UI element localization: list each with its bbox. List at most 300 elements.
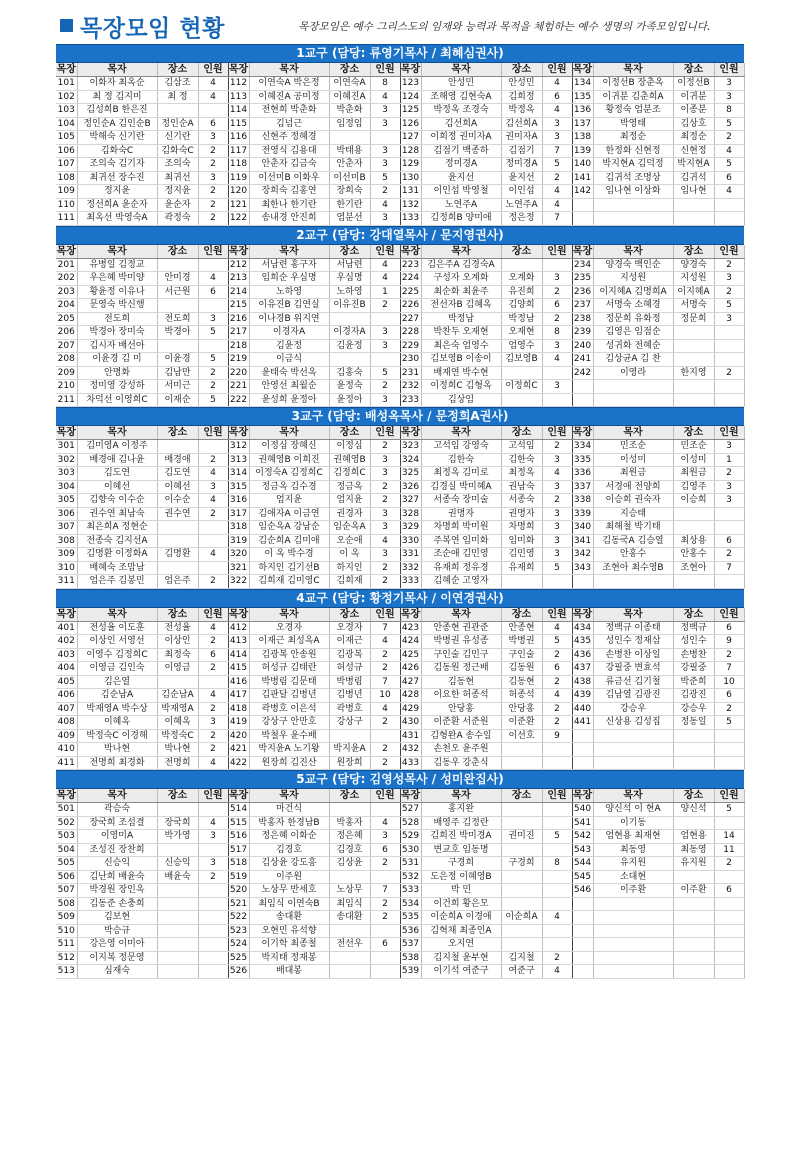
- mokjang-number: 410: [56, 743, 77, 757]
- table-row: [56, 911, 744, 925]
- mokja-name: 이영미A: [77, 830, 157, 844]
- headcount: 4: [198, 272, 228, 286]
- column-header: 목자: [77, 789, 157, 803]
- mokjang-number: 322: [229, 576, 248, 586]
- mokjang-number: 136: [573, 105, 592, 115]
- mokjang-number: [572, 729, 593, 743]
- headcount: 2: [370, 575, 400, 589]
- mokja-name: 정미경A: [421, 158, 501, 172]
- table-row: [56, 393, 744, 407]
- location: 이 옥: [329, 548, 370, 562]
- region-title: 3교구 (담당: 배성옥목사 / 문정희A권사): [56, 407, 744, 426]
- location: 이지혜A: [673, 285, 714, 299]
- headcount: 4: [370, 272, 400, 286]
- headcount: 4: [542, 689, 572, 703]
- mokja-name: 도은정 이혜영B: [421, 870, 501, 884]
- location: [329, 729, 370, 743]
- headcount: 8: [714, 104, 744, 118]
- location: [501, 743, 542, 757]
- headcount: 4: [370, 534, 400, 548]
- location: 이혜선: [157, 480, 198, 494]
- location: 손병찬: [673, 648, 714, 662]
- headcount: [714, 897, 744, 911]
- headcount: [198, 440, 228, 454]
- headcount: 2: [198, 743, 228, 757]
- mokjang-number: 133: [401, 213, 420, 223]
- mokjang-number: 412: [229, 622, 248, 633]
- mokjang-number: 510: [56, 924, 77, 938]
- mokjang-number: 339: [573, 508, 592, 519]
- mokjang-number: 506: [56, 870, 77, 884]
- mokjang-number: 507: [56, 884, 77, 898]
- mokjang-number: 232: [401, 381, 420, 391]
- location: 정미경A: [501, 158, 542, 172]
- mokja-name: 최은숙 엄영수: [421, 339, 501, 353]
- mokja-name: 지성원: [593, 272, 673, 286]
- column-header: 장소: [329, 245, 370, 259]
- mokja-name: 성귀화 전혜순: [593, 339, 673, 353]
- location: 이재순: [157, 393, 198, 407]
- headcount: [542, 575, 572, 589]
- location: 서남련: [329, 258, 370, 272]
- page-subtitle: 목장모임은 예수 그리스도의 임재와 능력과 목적을 체험하는 예수 생명의 가족모임입니다.: [298, 21, 711, 33]
- mokjang-number: 104: [56, 117, 77, 131]
- headcount: 5: [542, 830, 572, 844]
- headcount: 2: [542, 951, 572, 965]
- headcount: [198, 521, 228, 535]
- headcount: 11: [714, 843, 744, 857]
- headcount: 7: [370, 884, 400, 898]
- mokja-name: 박지태 정재봉: [249, 951, 329, 965]
- mokjang-number: 334: [573, 441, 592, 451]
- headcount: [714, 575, 744, 589]
- headcount: 2: [542, 716, 572, 730]
- column-header: 목자: [77, 245, 157, 259]
- location: [673, 897, 714, 911]
- mokjang-number: 406: [56, 689, 77, 703]
- mokjang-number: 114: [229, 105, 248, 115]
- mokjang-number: [572, 756, 593, 770]
- mokjang-number: 108: [56, 171, 77, 185]
- location: [501, 258, 542, 272]
- mokjang-number: 128: [401, 145, 420, 156]
- headcount: 4: [370, 816, 400, 830]
- mokja-name: 오경자: [249, 621, 329, 635]
- mokjang-number: 327: [401, 495, 420, 505]
- mokjang-number: 528: [401, 817, 420, 828]
- location: [157, 924, 198, 938]
- table-header-row: [56, 63, 744, 77]
- location: 장희숙: [329, 185, 370, 199]
- mokjang-number: 418: [229, 703, 248, 714]
- headcount: [198, 843, 228, 857]
- location: 한기란: [329, 198, 370, 212]
- headcount: [714, 339, 744, 353]
- mokja-name: 오지연: [421, 938, 501, 952]
- location: 박준희: [673, 675, 714, 689]
- table-row: [56, 158, 744, 172]
- location: 엄은주: [157, 575, 198, 589]
- mokja-name: 김미영A 이정주: [77, 440, 157, 454]
- mokjang-number: 405: [56, 675, 77, 689]
- headcount: 6: [370, 938, 400, 952]
- mokjang-number: 514: [229, 804, 248, 814]
- mokjang-number: 225: [401, 286, 420, 297]
- location: 최상용: [673, 534, 714, 548]
- location: 이성미: [673, 453, 714, 467]
- column-header: 목자: [421, 608, 501, 622]
- headcount: 2: [714, 702, 744, 716]
- table-row: [56, 635, 744, 649]
- headcount: 7: [542, 212, 572, 226]
- mokja-name: [593, 212, 673, 226]
- mokjang-number: 204: [56, 299, 77, 313]
- mokja-name: 김판달 김병년: [249, 689, 329, 703]
- column-header: 인원: [714, 245, 744, 259]
- headcount: [714, 198, 744, 212]
- location: 구인술: [501, 648, 542, 662]
- mokjang-number: 414: [229, 649, 248, 660]
- table-row: [56, 440, 744, 454]
- location: [673, 729, 714, 743]
- location: 노연주A: [501, 198, 542, 212]
- mokjang-number: 141: [573, 172, 592, 183]
- mokja-name: 김선희A: [421, 117, 501, 131]
- mokjang-number: 502: [56, 816, 77, 830]
- column-header: 목장: [572, 608, 593, 620]
- location: 박가영: [157, 830, 198, 844]
- mokjang-number: 323: [401, 441, 420, 451]
- column-header: 장소: [329, 608, 370, 622]
- mokja-name: 김시자 배선아: [77, 339, 157, 353]
- mokjang-number: 127: [401, 132, 420, 142]
- headcount: [542, 816, 572, 830]
- location: 송대환: [329, 911, 370, 925]
- mokja-name: 김동준 손충희: [77, 897, 157, 911]
- table-row: [56, 716, 744, 730]
- mokjang-number: 301: [56, 440, 77, 454]
- location: 최동영: [673, 843, 714, 857]
- table-row: [56, 648, 744, 662]
- column-header: 인원: [198, 63, 228, 77]
- headcount: 9: [714, 635, 744, 649]
- headcount: 3: [198, 131, 228, 145]
- location: 김도연: [157, 467, 198, 481]
- headcount: 5: [714, 158, 744, 172]
- mokjang-number: 517: [229, 844, 248, 855]
- headcount: 3: [198, 312, 228, 326]
- mokja-name: 오현민 유석향: [249, 924, 329, 938]
- location: 강필중: [673, 662, 714, 676]
- mokjang-number: 522: [229, 912, 248, 922]
- headcount: 10: [370, 689, 400, 703]
- location: 장국희: [157, 816, 198, 830]
- location: [673, 393, 714, 407]
- headcount: [542, 938, 572, 952]
- location: 권혜영B: [329, 453, 370, 467]
- location: 김영주: [673, 480, 714, 494]
- headcount: [542, 843, 572, 857]
- mokja-name: [593, 965, 673, 979]
- mokjang-number: 432: [401, 744, 420, 754]
- column-header: 목자: [249, 63, 329, 77]
- mokja-name: 박철우 윤수배: [249, 729, 329, 743]
- location: [673, 353, 714, 367]
- location: 이정심: [329, 440, 370, 454]
- mokja-name: 박병림 김문태: [249, 675, 329, 689]
- mokja-name: 이경자A: [249, 326, 329, 340]
- mokja-name: 권명자: [421, 507, 501, 521]
- headcount: 10: [714, 675, 744, 689]
- mokja-name: 양신석 이 현A: [593, 803, 673, 817]
- mokjang-number: 315: [229, 481, 248, 492]
- headcount: [714, 951, 744, 965]
- mokja-name: 최한나 한기란: [249, 198, 329, 212]
- table-row: [56, 729, 744, 743]
- table-row: [56, 353, 744, 367]
- column-header: 인원: [714, 63, 744, 77]
- mokja-name: 유지원: [593, 857, 673, 871]
- mokja-name: 손병찬 이상일: [593, 648, 673, 662]
- mokjang-number: 216: [229, 313, 248, 324]
- headcount: 2: [714, 285, 744, 299]
- headcount: 5: [370, 366, 400, 380]
- headcount: 3: [542, 534, 572, 548]
- location: 권명자: [501, 507, 542, 521]
- headcount: 3: [714, 480, 744, 494]
- mokja-name: 심재숙: [77, 965, 157, 979]
- headcount: 2: [714, 131, 744, 145]
- location: 정금옥: [329, 480, 370, 494]
- location: 최정순: [673, 131, 714, 145]
- mokjang-number: 531: [401, 858, 420, 868]
- mokjang-number: 336: [573, 468, 592, 478]
- column-header: 장소: [673, 789, 714, 803]
- table-row: [56, 702, 744, 716]
- headcount: [370, 951, 400, 965]
- headcount: 6: [714, 689, 744, 703]
- headcount: [370, 729, 400, 743]
- mokja-name: 민조순: [593, 440, 673, 454]
- mokjang-number: 515: [229, 817, 248, 828]
- headcount: 3: [542, 548, 572, 562]
- location: 안춘자: [329, 158, 370, 172]
- table-header-row: [56, 608, 744, 622]
- mokja-name: 이혜진A 공미정: [249, 90, 329, 104]
- mokjang-number: 110: [56, 198, 77, 212]
- mokjang-number: 135: [573, 91, 592, 102]
- mokjang-number: 211: [56, 393, 77, 407]
- mokjang-number: 134: [573, 78, 592, 88]
- mokjang-number: 544: [573, 858, 592, 868]
- mokja-name: 주복연 임미화: [421, 534, 501, 548]
- mokjang-number: 545: [573, 871, 592, 882]
- column-header: 인원: [714, 789, 744, 803]
- headcount: 3: [542, 380, 572, 394]
- column-header: 장소: [329, 789, 370, 803]
- mokjang-number: 131: [401, 186, 420, 196]
- column-header: 장소: [501, 63, 542, 77]
- mokjang-number: 321: [229, 562, 248, 573]
- mokjang-number: 433: [401, 757, 420, 768]
- mokjang-number: 223: [401, 259, 420, 270]
- mokjang-number: 423: [401, 622, 420, 633]
- mokjang-number: 329: [401, 522, 420, 532]
- mokja-name: 김은주A 김경숙A: [421, 258, 501, 272]
- location: 최정숙: [157, 648, 198, 662]
- headcount: 7: [714, 561, 744, 575]
- headcount: 2: [370, 756, 400, 770]
- headcount: 2: [198, 635, 228, 649]
- mokjang-number: 224: [401, 273, 420, 283]
- location: 서근원: [157, 285, 198, 299]
- location: 우심명: [329, 272, 370, 286]
- headcount: 3: [542, 117, 572, 131]
- mokjang-number: 403: [56, 648, 77, 662]
- mokjang-number: 537: [401, 939, 420, 949]
- location: [329, 312, 370, 326]
- location: [673, 911, 714, 925]
- mokja-name: 최정순: [593, 131, 673, 145]
- headcount: 2: [198, 870, 228, 884]
- headcount: [542, 366, 572, 380]
- headcount: 5: [714, 716, 744, 730]
- location: 최귀선: [157, 171, 198, 185]
- mokjang-number: 111: [56, 212, 77, 226]
- mokja-name: 이기학 최종철: [249, 938, 329, 952]
- mokjang-number: 425: [401, 649, 420, 660]
- mokja-name: 양경숙 백인순: [593, 258, 673, 272]
- mokjang-number: 341: [573, 535, 592, 546]
- headcount: [714, 353, 744, 367]
- location: 서명숙: [673, 299, 714, 313]
- mokja-name: [593, 729, 673, 743]
- headcount: 2: [198, 702, 228, 716]
- mokja-name: 김희재 김미영C: [249, 575, 329, 589]
- headcount: 3: [370, 144, 400, 158]
- mokjang-table: [56, 63, 745, 226]
- column-header: 목자: [249, 789, 329, 803]
- location: 정인순A: [157, 117, 198, 131]
- mokja-name: 안춘자 김금숙: [249, 158, 329, 172]
- mokjang-number: 501: [56, 803, 77, 817]
- location: 김동현: [501, 675, 542, 689]
- location: 김귀석: [673, 171, 714, 185]
- mokja-name: 우은혜 박미양: [77, 272, 157, 286]
- mokja-name: 김도연: [77, 467, 157, 481]
- column-header: 인원: [370, 63, 400, 77]
- mokja-name: 이재근 최성옥A: [249, 635, 329, 649]
- location: 신현정: [673, 144, 714, 158]
- table-header-row: [56, 245, 744, 259]
- mokjang-number: 109: [56, 185, 77, 199]
- location: 김삼조: [157, 77, 198, 91]
- mokja-name: 최 정 김지미: [77, 90, 157, 104]
- table-row: [56, 897, 744, 911]
- location: [329, 803, 370, 817]
- headcount: [714, 756, 744, 770]
- location: 이혜진A: [329, 90, 370, 104]
- column-header: 목자: [593, 426, 673, 440]
- location: 김민영: [501, 548, 542, 562]
- location: 박태용: [329, 144, 370, 158]
- mokja-name: 이화자 최옥순: [77, 77, 157, 91]
- mokja-name: 이성미: [593, 453, 673, 467]
- mokjang-number: 105: [56, 131, 77, 145]
- mokjang-number: [572, 212, 593, 226]
- mokja-name: 노하영: [249, 285, 329, 299]
- column-header: 목자: [249, 426, 329, 440]
- headcount: 6: [714, 621, 744, 635]
- location: 민조순: [673, 440, 714, 454]
- mokjang-number: [572, 575, 593, 589]
- mokja-name: 이요한 허종석: [421, 689, 501, 703]
- location: [501, 924, 542, 938]
- table-row: [56, 90, 744, 104]
- mokja-name: 조현아 최수영B: [593, 561, 673, 575]
- mokjang-number: 526: [229, 966, 248, 976]
- location: [157, 675, 198, 689]
- column-header: 목장: [572, 790, 593, 801]
- headcount: [198, 965, 228, 979]
- mokja-name: 김동원 정근배: [421, 662, 501, 676]
- headcount: 3: [370, 158, 400, 172]
- mokjang-number: 221: [229, 381, 248, 391]
- headcount: 2: [542, 440, 572, 454]
- mokjang-number: 427: [401, 676, 420, 687]
- location: 윤정아: [329, 393, 370, 407]
- location: 전선우: [329, 938, 370, 952]
- location: 이승희: [673, 494, 714, 508]
- location: 김선희A: [501, 117, 542, 131]
- headcount: 2: [370, 648, 400, 662]
- column-header: 인원: [198, 426, 228, 440]
- mokja-name: 홍지완: [421, 803, 501, 817]
- mokja-name: [593, 924, 673, 938]
- headcount: 3: [198, 171, 228, 185]
- location: [157, 534, 198, 548]
- mokja-name: 정은혜 이화순: [249, 830, 329, 844]
- mokja-name: 김보현: [77, 911, 157, 925]
- headcount: 2: [198, 198, 228, 212]
- location: 이준환: [501, 716, 542, 730]
- mokjang-number: 318: [229, 522, 248, 532]
- column-header: 인원: [714, 608, 744, 622]
- headcount: 5: [542, 561, 572, 575]
- headcount: 5: [542, 635, 572, 649]
- mokja-name: 이영금 김인숙: [77, 662, 157, 676]
- mokja-name: 조의숙 김기자: [77, 158, 157, 172]
- mokjang-number: 431: [401, 730, 420, 741]
- headcount: 2: [370, 185, 400, 199]
- headcount: 3: [370, 117, 400, 131]
- mokja-name: 이윤경 김 미: [77, 353, 157, 367]
- table-row: [56, 662, 744, 676]
- headcount: [198, 924, 228, 938]
- mokjang-number: 541: [573, 817, 592, 828]
- mokjang-number: 509: [56, 911, 77, 925]
- table-row: [56, 938, 744, 952]
- location: 유지원: [673, 857, 714, 871]
- location: [673, 380, 714, 394]
- location: 양신석: [673, 803, 714, 817]
- column-header: 목장: [572, 64, 593, 75]
- location: 박병림: [329, 675, 370, 689]
- location: [329, 965, 370, 979]
- location: 권수연: [157, 507, 198, 521]
- mokja-name: 엄은주 김봉민: [77, 575, 157, 589]
- mokja-name: 임희순 우심명: [249, 272, 329, 286]
